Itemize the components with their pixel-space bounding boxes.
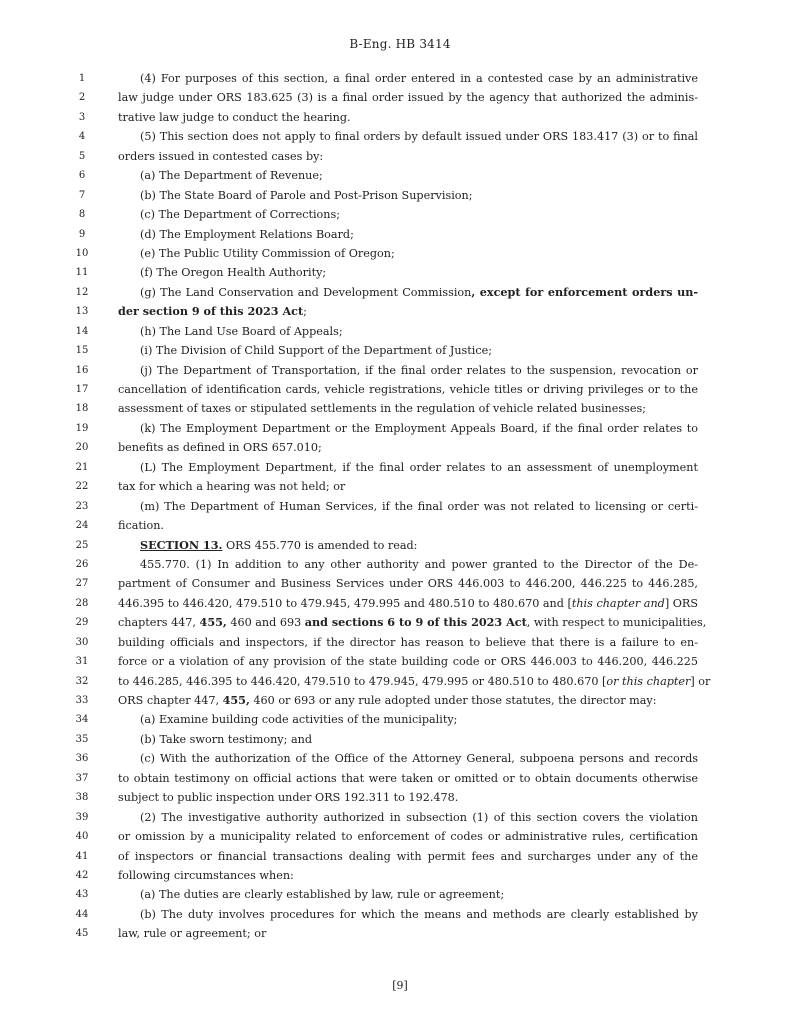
line-text [118,769,698,788]
text-segment: ] or [690,674,711,688]
bill-line [0,808,800,827]
line-number: 8 [78,209,86,221]
line-text [118,516,698,535]
bill-line [0,419,800,438]
line-text [118,380,698,399]
text-segment: following circumstances when: [118,868,294,882]
amendment-text: and sections 6 to 9 of this 2023 Act [304,615,527,630]
line-number: 35 [75,733,89,745]
line-text [118,322,698,341]
bill-line [0,866,800,885]
text-segment: ORS chapter 447, [118,694,223,707]
bill-line [0,205,800,224]
text-segment: trative law judge to conduct the hearing. [118,110,351,124]
text-segment: ; [303,305,307,319]
text-segment: (2) The investigative authority authorized in subsection (1) of this section covers the violation [140,810,698,824]
line-text [118,108,698,127]
line-text [118,205,698,224]
bill-line [0,69,800,88]
text-segment: chapters 447, [118,616,200,630]
section-heading: SECTION 13. [140,537,223,552]
amendment-text: 455, [199,615,227,630]
line-number: 39 [75,811,89,823]
line-number: 16 [75,364,89,376]
bill-line [0,477,800,496]
bill-line [0,555,800,574]
text-segment: (b) Take sworn testimony; and [140,732,312,746]
text-segment: 455.770. (1) In addition to any other authority and power granted to the Director of the De- [140,557,698,571]
line-number: 23 [75,500,89,512]
bill-line [0,244,800,263]
text-segment: (k) The Employment Department or the Employment Appeals Board, if the final order relates to [140,421,698,435]
text-segment: (a) The Department of Revenue; [140,169,323,183]
text-segment: ORS 455.770 is amended to read: [222,538,418,552]
line-number: 13 [75,306,89,318]
text-segment: (5) This section does not apply to final orders by default issued under ORS 183.417 (3) or to final [140,130,698,144]
text-segment: (L) The Employment Department, if the final order relates to an assessment of unemployment [140,460,698,474]
line-number: 36 [75,753,89,765]
text-segment: 460 and 693 [226,616,305,630]
line-number: 42 [75,869,89,881]
bill-line [0,594,800,613]
text-segment: 460 or 693 or any rule adopted under those statutes, the director may: [249,694,657,707]
text-segment: ] ORS [664,596,699,610]
line-text [118,88,698,107]
text-segment: of inspectors or financial transactions dealing with permit fees and surcharges under any of the [118,849,698,863]
text-segment: subject to public inspection under ORS 192.311 to 192.478. [118,791,459,805]
line-number: 38 [75,792,89,804]
line-text [118,419,698,438]
line-text [118,594,698,613]
line-text [118,574,698,593]
deleted-text: or this chapter [606,674,691,688]
line-number: 29 [75,617,89,629]
deleted-text: this chapter and [571,596,665,610]
text-segment: force or a violation of any provision of the state building code or ORS 446.003 to 446.200, 446.225 [118,655,698,669]
text-segment: assessment of taxes or stipulated settlements in the regulation of vehicle related businesses; [118,402,646,416]
bill-line [0,691,800,710]
line-number: 9 [78,228,86,240]
line-number: 12 [75,286,89,298]
line-number: 20 [75,442,89,454]
amendment-text: , except for enforcement orders un- [471,284,698,299]
bill-line [0,108,800,127]
page-number: [9] [392,979,408,992]
line-text [118,147,698,166]
line-text [118,283,698,302]
line-number: 22 [75,481,89,493]
bill-line [0,652,800,671]
bill-line [0,924,800,943]
line-number: 11 [75,267,89,279]
bill-line [0,341,800,360]
line-text [118,749,698,768]
line-text [118,263,698,282]
page-header: B-Eng. HB 3414 [349,37,451,51]
line-number: 5 [78,150,86,162]
line-number: 17 [75,384,89,395]
line-number: 30 [75,636,89,648]
line-number: 25 [75,539,89,551]
line-number: 27 [75,578,89,590]
bill-line [0,438,800,457]
bill-line [0,88,800,107]
text-segment: orders issued in contested cases by: [118,149,324,163]
bill-text-body [0,69,800,944]
bill-line [0,633,800,652]
line-text [118,691,698,710]
line-text [118,672,711,691]
text-segment: 446.395 to 446.420, 479.510 to 479.945, 479.995 and 480.510 to 480.670 and [ [118,596,572,610]
line-text [118,127,698,146]
line-text [118,652,698,671]
text-segment: (c) The Department of Corrections; [140,208,340,222]
line-text [118,536,698,555]
text-segment: (g) The Land Conservation and Development Commission [140,285,472,299]
line-number: 10 [75,247,89,259]
bill-line [0,672,800,691]
bill-line [0,536,800,555]
line-number: 19 [75,422,89,434]
line-text [118,847,698,866]
bill-line [0,516,800,535]
line-text [118,69,698,88]
amendment-text: der section 9 of this 2023 Act [118,304,304,319]
line-number: 2 [78,92,86,104]
text-segment: building officials and inspectors, if the director has reason to believe that there is a failure to en- [118,635,698,649]
text-segment: (e) The Public Utility Commission of Oregon; [140,246,395,260]
line-number: 7 [78,189,86,201]
text-segment: (c) With the authorization of the Office of the Attorney General, subpoena persons and records [140,752,698,766]
bill-line [0,497,800,516]
line-text [118,613,707,632]
bill-line [0,127,800,146]
bill-line [0,302,800,321]
bill-line [0,730,800,749]
amendment-text: 455, [222,693,250,707]
line-text [118,710,698,729]
bill-line [0,749,800,768]
text-segment: law, rule or agreement; or [118,927,267,941]
bill-line [0,905,800,924]
bill-line [0,847,800,866]
bill-line [0,885,800,904]
text-segment: (f) The Oregon Health Authority; [140,266,327,280]
line-text [118,788,698,807]
line-number: 1 [78,73,86,84]
line-number: 41 [75,850,89,862]
line-number: 14 [75,325,89,337]
line-number: 31 [75,656,89,668]
bill-line [0,827,800,846]
line-number: 32 [75,675,89,687]
text-segment: partment of Consumer and Business Services under ORS 446.003 to 446.200, 446.225 to 446.285, [118,577,698,591]
bill-line [0,613,800,632]
bill-line [0,399,800,418]
line-number: 15 [75,345,89,357]
text-segment: fication. [118,519,164,533]
line-number: 44 [75,908,89,920]
bill-line [0,225,800,244]
line-number: 21 [75,461,89,473]
line-text [118,633,698,652]
text-segment: or omission by a municipality related to enforcement of codes or administrative rules, certification [118,830,698,844]
text-segment: tax for which a hearing was not held; or [118,480,346,494]
bill-line [0,574,800,593]
text-segment: (i) The Division of Child Support of the Department of Justice; [140,344,493,358]
line-text [118,555,698,574]
text-segment: (a) Examine building code activities of the municipality; [140,713,458,727]
text-segment: (h) The Land Use Board of Appeals; [140,324,343,338]
bill-line [0,710,800,729]
bill-line [0,788,800,807]
line-text [118,341,698,360]
line-number: 40 [75,831,89,843]
line-text [118,827,698,846]
line-text [118,885,698,904]
line-number: 24 [75,520,89,532]
bill-line [0,380,800,399]
line-number: 26 [75,558,89,570]
bill-line [0,186,800,205]
text-segment: (j) The Department of Transportation, if the final order relates to the suspension, revocation or [140,363,698,377]
line-number: 4 [78,131,86,143]
line-text [118,730,698,749]
line-number: 43 [75,889,89,901]
text-segment: law judge under ORS 183.625 (3) is a final order issued by the agency that authorized the adminis- [118,91,698,105]
bill-line [0,361,800,380]
line-text [118,497,698,516]
text-segment: to 446.285, 446.395 to 446.420, 479.510 to 479.945, 479.995 or 480.510 to 480.670 [ [118,674,607,688]
bill-line [0,147,800,166]
bill-line [0,769,800,788]
line-number: 45 [75,928,89,940]
line-number: 33 [75,695,89,706]
line-number: 37 [75,772,89,784]
bill-line [0,263,800,282]
line-text [118,477,698,496]
text-segment: to obtain testimony on official actions that were taken or omitted or to obtain documents otherwise [118,771,698,785]
line-number: 28 [75,597,89,609]
text-segment: (d) The Employment Relations Board; [140,227,354,241]
bill-line [0,458,800,477]
line-text [118,225,698,244]
text-segment: benefits as defined in ORS 657.010; [118,441,322,455]
text-segment: (b) The duty involves procedures for which the means and methods are clearly established by [140,907,698,921]
line-number: 18 [75,403,89,415]
line-text [118,166,698,185]
text-segment: (m) The Department of Human Services, if the final order was not related to licensing or certi- [140,499,698,513]
line-number: 3 [78,111,86,123]
line-text [118,361,698,380]
bill-line [0,283,800,302]
line-text [118,438,698,457]
bill-line [0,166,800,185]
line-number: 34 [75,714,89,726]
text-segment: (4) For purposes of this section, a final order entered in a contested case by an administrative [140,72,698,85]
line-text [118,302,698,321]
line-number: 6 [78,170,86,182]
line-text [118,808,698,827]
line-text [118,399,698,418]
line-text [118,186,698,205]
text-segment: , with respect to municipalities, [526,616,707,630]
line-text [118,905,698,924]
text-segment: cancellation of identification cards, vehicle registrations, vehicle titles or driving privileges or to the [118,383,698,396]
bill-line [0,322,800,341]
line-text [118,244,698,263]
text-segment: (b) The State Board of Parole and Post-Prison Supervision; [140,188,473,202]
line-text [118,866,698,885]
text-segment: (a) The duties are clearly established by law, rule or agreement; [140,888,505,902]
line-text [118,924,698,943]
line-text [118,458,698,477]
